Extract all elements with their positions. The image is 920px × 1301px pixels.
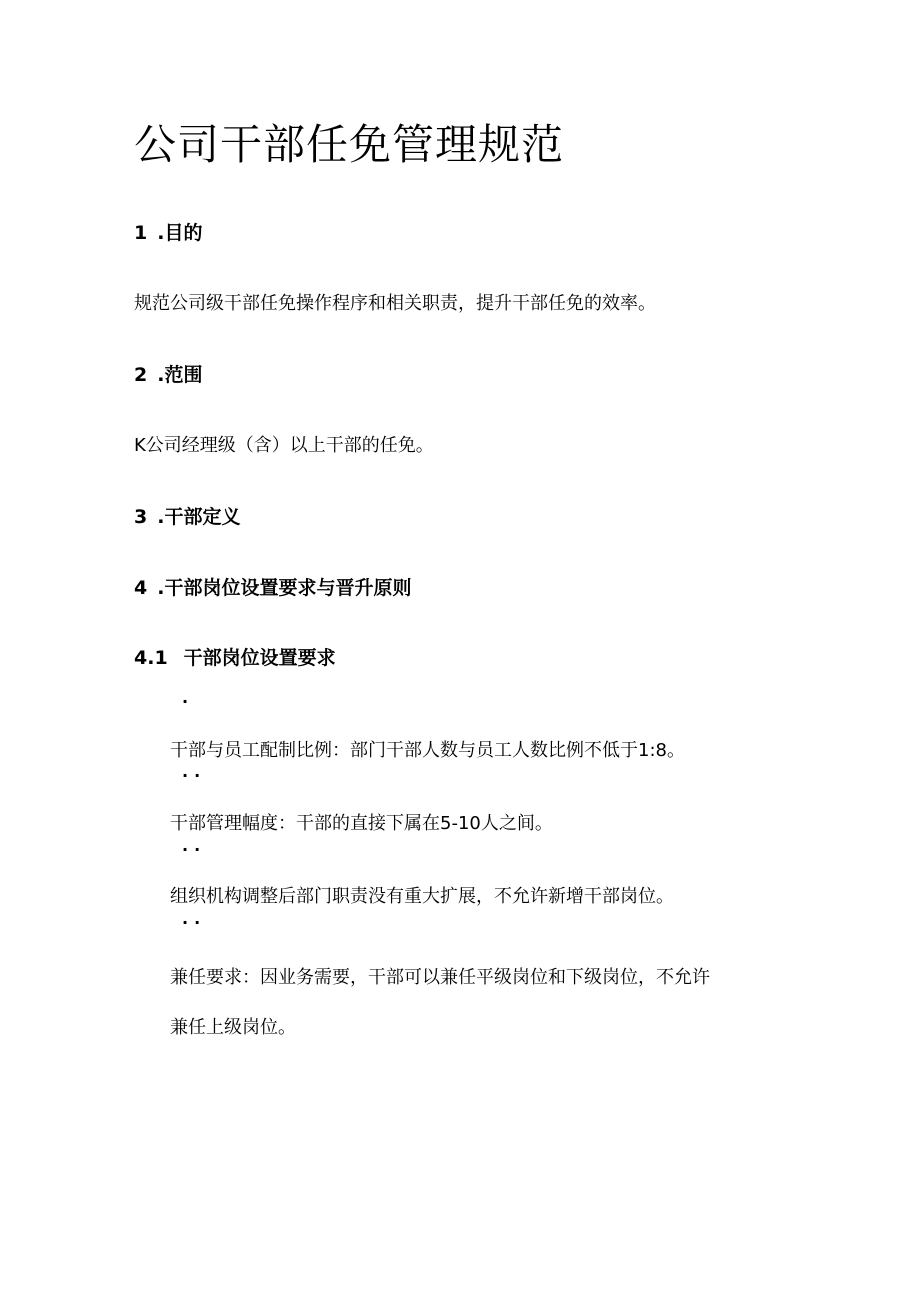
bullet-marker: ·· bbox=[182, 913, 207, 932]
section-title: .干部定义 bbox=[157, 506, 241, 528]
list-item: 兼任要求：因业务需要，干部可以兼任平级岗位和下级岗位，不允许 bbox=[170, 967, 710, 988]
bullet-marker: ·· bbox=[182, 840, 207, 859]
list-item: 组织机构调整后部门职责没有重大扩展，不允许新增干部岗位。 bbox=[170, 886, 674, 907]
section-title: .干部岗位设置要求与晋升原则 bbox=[157, 577, 412, 599]
bullet-marker: ·· bbox=[182, 766, 207, 785]
scope-paragraph: K公司经理级（含）以上干部的任免。 bbox=[134, 435, 434, 456]
document-title: 公司干部任免管理规范 bbox=[134, 120, 565, 169]
subsection-number: 4.1 bbox=[134, 647, 168, 669]
bullet-marker: · bbox=[182, 692, 195, 711]
section-number: 4 bbox=[134, 577, 148, 599]
list-item-continuation: 兼任上级岗位。 bbox=[170, 1017, 296, 1038]
section-number: 3 bbox=[134, 506, 148, 528]
section-heading-purpose bbox=[134, 218, 202, 245]
section-heading-scope bbox=[134, 360, 202, 387]
list-item: 干部管理幅度：干部的直接下属在5-10人之间。 bbox=[170, 813, 553, 834]
section-title: .目的 bbox=[157, 222, 203, 244]
section-number: 2 bbox=[134, 364, 148, 386]
section-number: 1 bbox=[134, 222, 148, 244]
purpose-paragraph: 规范公司级干部任免操作程序和相关职责，提升干部任免的效率。 bbox=[134, 293, 656, 314]
section-heading-definition bbox=[134, 502, 240, 529]
subsection-heading bbox=[134, 643, 336, 670]
section-title: .范围 bbox=[157, 364, 203, 386]
list-item: 干部与员工配制比例：部门干部人数与员工人数比例不低于1:8。 bbox=[170, 740, 685, 761]
section-heading-positions bbox=[134, 573, 411, 600]
subsection-title: 干部岗位设置要求 bbox=[183, 647, 336, 669]
